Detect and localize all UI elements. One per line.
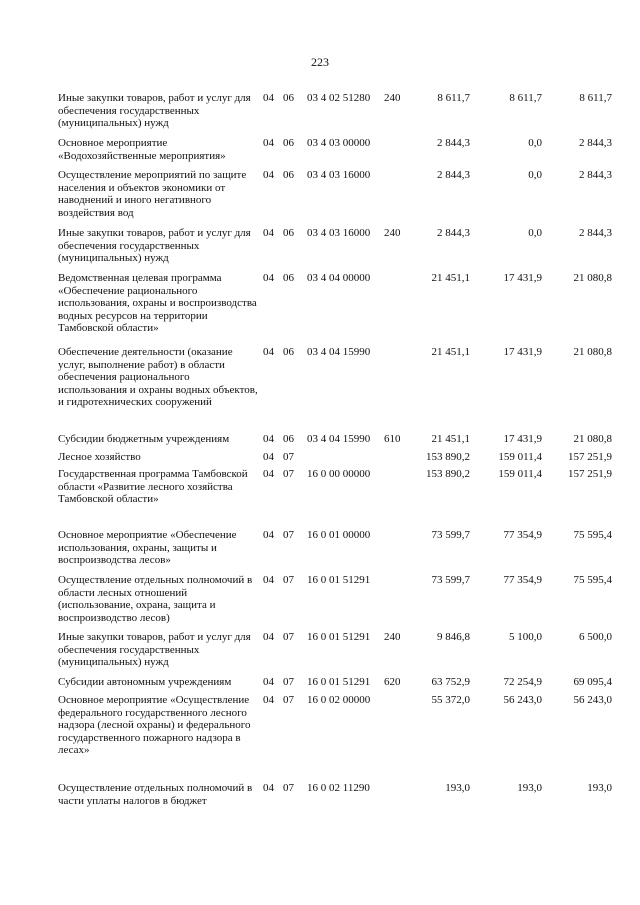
row-name: Основное мероприятие «Осуществление федерального государственного лесного надзора (лесной охраны) и федерального государственного пожарного надзора в лесах» [58, 694, 251, 757]
row-value-2: 17 431,9 [503, 346, 542, 358]
row-name: Лесное хозяйство [58, 451, 141, 463]
row-subsection: 06 [283, 169, 294, 181]
row-value-2: 5 100,0 [509, 631, 542, 643]
row-value-3: 6 500,0 [579, 631, 612, 643]
row-value-2: 77 354,9 [503, 574, 542, 586]
row-value-1: 55 372,0 [431, 694, 470, 706]
row-value-2: 0,0 [528, 227, 542, 239]
row-value-1: 153 890,2 [426, 451, 470, 463]
row-value-1: 2 844,3 [437, 169, 470, 181]
row-name: Субсидии автономным учреждениям [58, 676, 232, 688]
row-value-2: 193,0 [517, 782, 542, 794]
row-target-article: 03 4 04 00000 [307, 272, 371, 284]
page-number: 223 [311, 55, 329, 69]
row-expense-type: 240 [384, 92, 401, 104]
row-section: 04 [263, 451, 274, 463]
row-value-3: 21 080,8 [573, 272, 612, 284]
row-section: 04 [263, 574, 274, 586]
row-subsection: 06 [283, 346, 294, 358]
row-expense-type: 620 [384, 676, 401, 688]
row-value-3: 56 243,0 [573, 694, 612, 706]
row-name: Ведомственная целевая программа «Обеспечение рационального использования, охраны и воспроизводства водных ресурсов на территории Тамбовской области» [58, 272, 257, 335]
row-value-3: 157 251,9 [568, 468, 612, 480]
row-section: 04 [263, 346, 274, 358]
row-name: Основное мероприятие «Обеспечение использования, охраны, защиты и воспроизводства лесов» [58, 529, 237, 567]
row-value-1: 63 752,9 [431, 676, 470, 688]
row-subsection: 07 [283, 529, 294, 541]
row-section: 04 [263, 782, 274, 794]
row-target-article: 16 0 01 51291 [307, 631, 371, 643]
row-value-2: 17 431,9 [503, 272, 542, 284]
row-target-article: 16 0 00 00000 [307, 468, 371, 480]
row-value-2: 159 011,4 [498, 468, 542, 480]
row-name: Субсидии бюджетным учреждениям [58, 433, 230, 445]
row-value-2: 72 254,9 [503, 676, 542, 688]
row-target-article: 03 4 03 16000 [307, 227, 371, 239]
row-value-3: 21 080,8 [573, 346, 612, 358]
row-value-3: 69 095,4 [573, 676, 612, 688]
row-subsection: 07 [283, 574, 294, 586]
row-expense-type: 240 [384, 227, 401, 239]
row-name: Обеспечение деятельности (оказание услуг, выполнение работ) в области обеспечения рационального использования и охраны водных объектов, и гидротехнических сооружений [58, 346, 258, 409]
row-section: 04 [263, 631, 274, 643]
row-value-1: 73 599,7 [431, 529, 470, 541]
row-target-article: 16 0 01 51291 [307, 676, 371, 688]
row-section: 04 [263, 227, 274, 239]
row-value-3: 2 844,3 [579, 169, 612, 181]
row-subsection: 07 [283, 694, 294, 706]
row-target-article: 03 4 04 15990 [307, 433, 371, 445]
row-target-article: 03 4 03 16000 [307, 169, 371, 181]
row-value-1: 73 599,7 [431, 574, 470, 586]
row-target-article: 03 4 03 00000 [307, 137, 371, 149]
row-subsection: 07 [283, 631, 294, 643]
row-name: Осуществление отдельных полномочий в части уплаты налогов в бюджет [58, 782, 253, 807]
row-value-2: 8 611,7 [509, 92, 542, 104]
row-value-3: 75 595,4 [573, 574, 612, 586]
row-name: Государственная программа Тамбовской области «Развитие лесного хозяйства Тамбовской области» [58, 468, 248, 506]
row-section: 04 [263, 272, 274, 284]
row-value-2: 56 243,0 [503, 694, 542, 706]
row-subsection: 07 [283, 782, 294, 794]
row-value-3: 2 844,3 [579, 227, 612, 239]
row-subsection: 07 [283, 451, 294, 463]
row-subsection: 07 [283, 468, 294, 480]
row-section: 04 [263, 169, 274, 181]
row-subsection: 06 [283, 137, 294, 149]
row-expense-type: 610 [384, 433, 401, 445]
row-expense-type: 240 [384, 631, 401, 643]
row-target-article: 16 0 01 51291 [307, 574, 371, 586]
row-value-2: 0,0 [528, 137, 542, 149]
row-subsection: 06 [283, 92, 294, 104]
row-section: 04 [263, 694, 274, 706]
row-value-1: 21 451,1 [431, 433, 470, 445]
row-value-1: 193,0 [445, 782, 470, 794]
row-target-article: 03 4 04 15990 [307, 346, 371, 358]
row-value-3: 75 595,4 [573, 529, 612, 541]
row-name: Иные закупки товаров, работ и услуг для обеспечения государственных (муниципальных) нужд [58, 631, 251, 669]
row-name: Осуществление отдельных полномочий в области лесных отношений (использование, охрана, защита и воспроизводство лесов) [58, 574, 253, 624]
row-target-article: 03 4 02 51280 [307, 92, 371, 104]
row-value-2: 159 011,4 [498, 451, 542, 463]
row-target-article: 16 0 02 00000 [307, 694, 371, 706]
row-section: 04 [263, 433, 274, 445]
row-value-1: 21 451,1 [431, 272, 470, 284]
row-value-2: 77 354,9 [503, 529, 542, 541]
row-value-1: 9 846,8 [437, 631, 470, 643]
row-subsection: 06 [283, 272, 294, 284]
row-section: 04 [263, 92, 274, 104]
row-value-1: 2 844,3 [437, 227, 470, 239]
row-section: 04 [263, 676, 274, 688]
row-value-2: 0,0 [528, 169, 542, 181]
row-value-1: 21 451,1 [431, 346, 470, 358]
row-name: Иные закупки товаров, работ и услуг для обеспечения государственных (муниципальных) нужд [58, 227, 251, 265]
row-subsection: 07 [283, 676, 294, 688]
row-value-3: 193,0 [587, 782, 612, 794]
row-value-3: 2 844,3 [579, 137, 612, 149]
row-target-article: 16 0 01 00000 [307, 529, 371, 541]
row-value-3: 8 611,7 [579, 92, 612, 104]
row-value-3: 157 251,9 [568, 451, 612, 463]
row-value-3: 21 080,8 [573, 433, 612, 445]
row-value-1: 2 844,3 [437, 137, 470, 149]
row-target-article: 16 0 02 11290 [307, 782, 370, 794]
row-section: 04 [263, 137, 274, 149]
row-value-1: 8 611,7 [437, 92, 470, 104]
row-subsection: 06 [283, 227, 294, 239]
row-section: 04 [263, 468, 274, 480]
row-value-1: 153 890,2 [426, 468, 470, 480]
row-value-2: 17 431,9 [503, 433, 542, 445]
row-name: Основное мероприятие «Водохозяйственные мероприятия» [58, 137, 226, 162]
row-section: 04 [263, 529, 274, 541]
row-subsection: 06 [283, 433, 294, 445]
row-name: Иные закупки товаров, работ и услуг для обеспечения государственных (муниципальных) нужд [58, 92, 251, 130]
row-name: Осуществление мероприятий по защите населения и объектов экономики от наводнений и иного негативного воздействия вод [58, 169, 247, 219]
